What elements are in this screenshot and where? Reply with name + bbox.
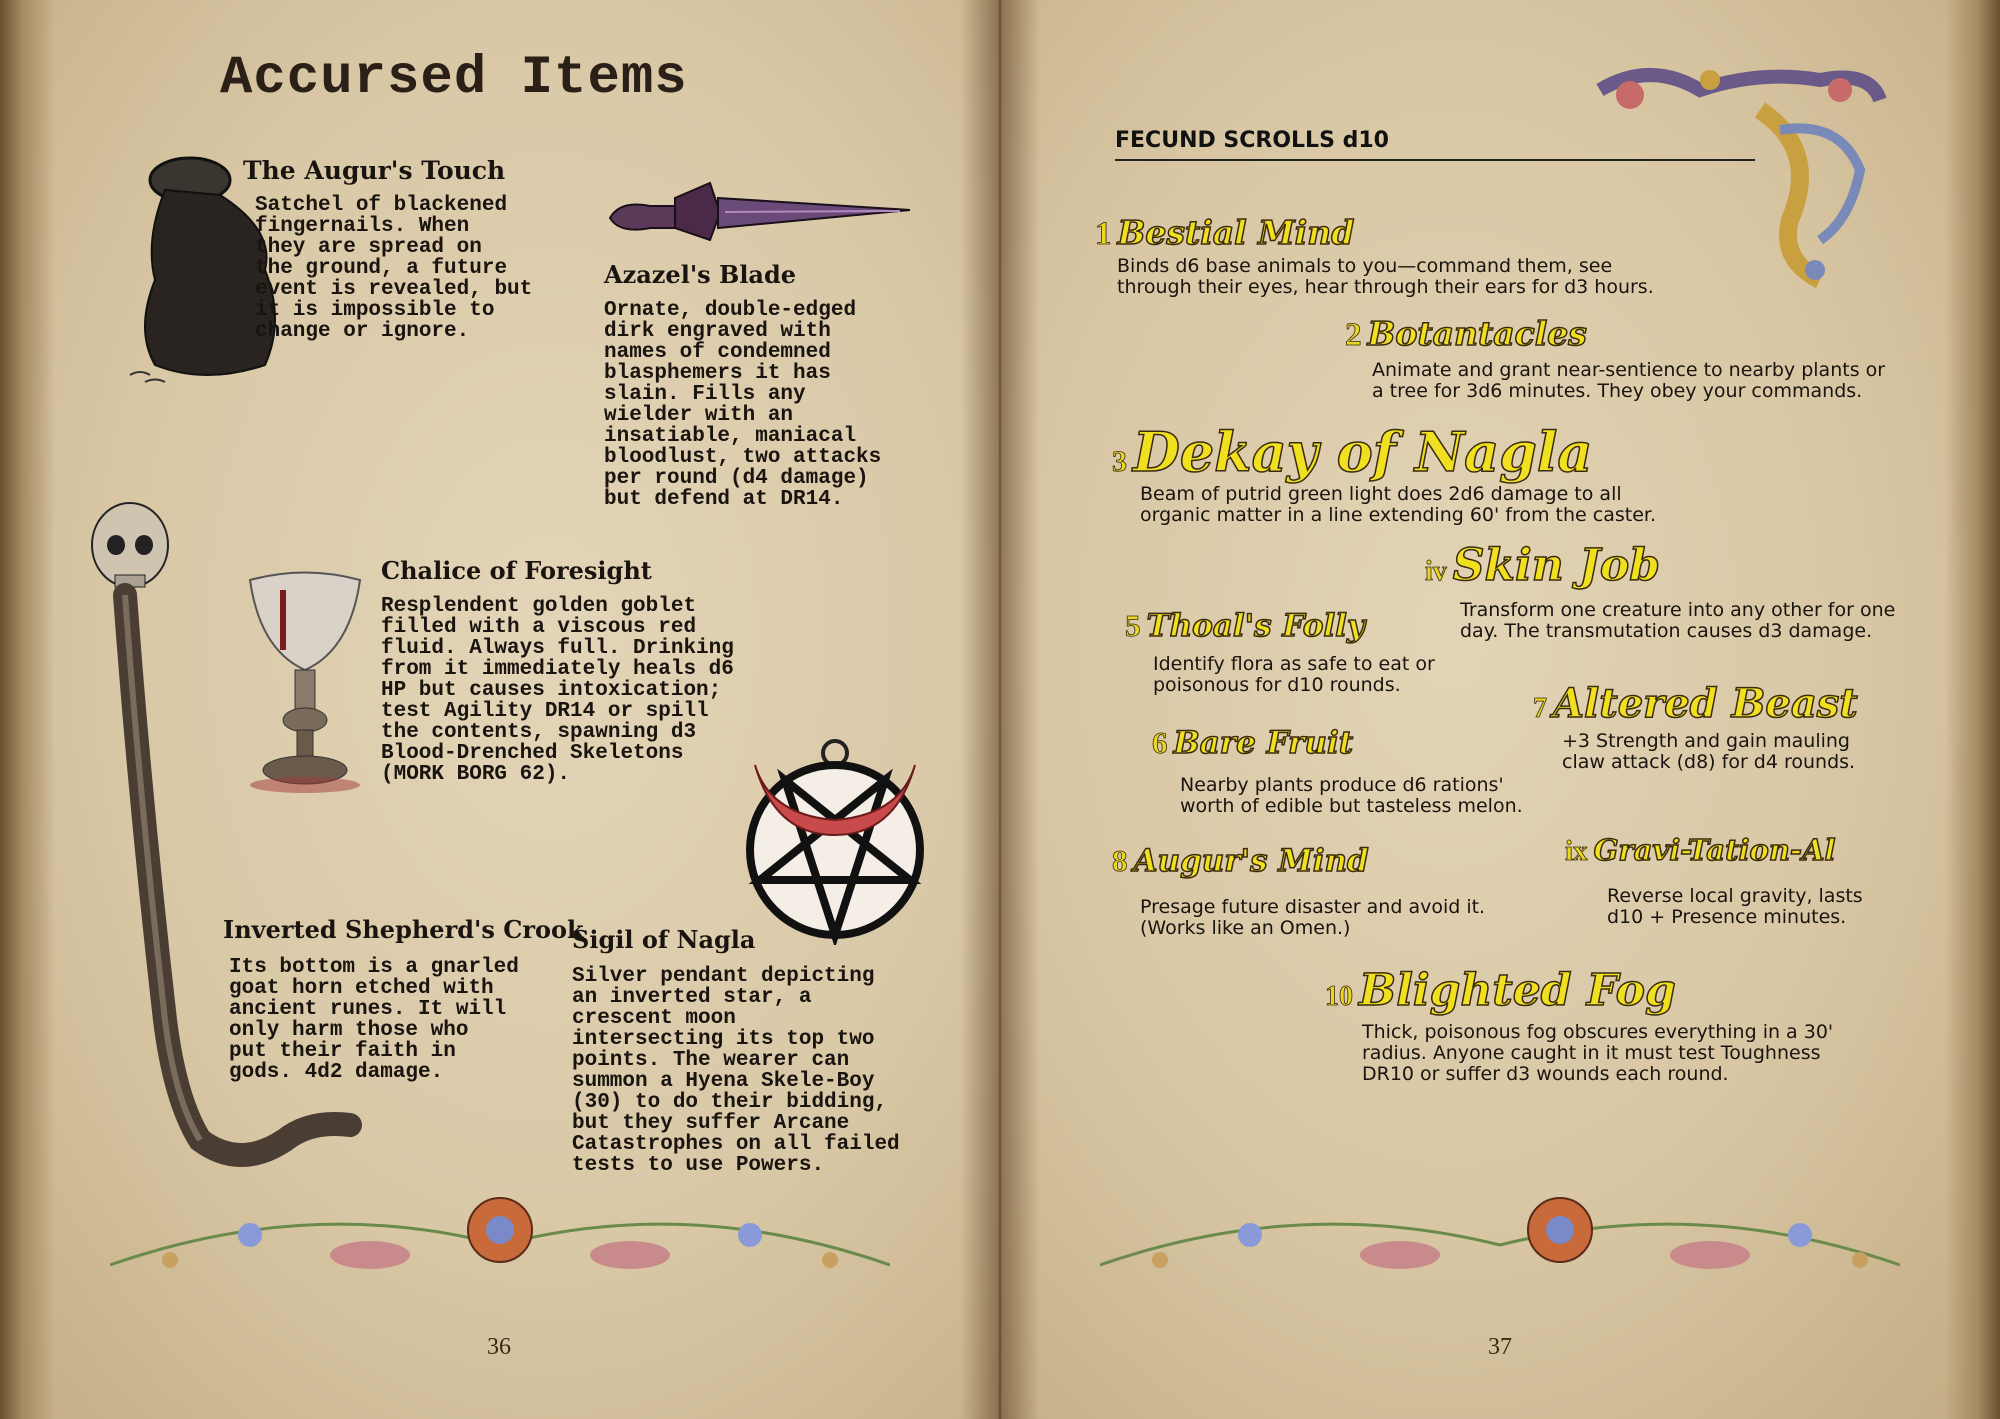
scroll-text-1: Binds d6 base animals to you—command them, see through their eyes, hear through their ears for d3 hours. <box>1117 255 1654 298</box>
chalice-icon <box>245 570 365 810</box>
item-title-crook: Inverted Shepherd's Crook <box>223 915 584 944</box>
scroll-text-7: +3 Strength and gain mauling claw attack (d8) for d4 rounds. <box>1562 730 1856 773</box>
scroll-text-2: Animate and grant near-sentience to nearby plants or a tree for 3d6 minutes. They obey your commands. <box>1372 359 1886 402</box>
pentagram-pendant-icon <box>735 735 935 945</box>
scroll-text-10: Thick, poisonous fog obscures everything in a 30' radius. Anyone caught in it must test Toughness DR10 or suffer d3 wounds each round. <box>1362 1021 1834 1085</box>
scroll-heading-4: iv Skin Job <box>1425 540 1660 591</box>
scroll-text-6: Nearby plants produce d6 rations' worth of edible but tasteless melon. <box>1180 774 1523 817</box>
right-page <box>1000 0 2000 1419</box>
item-text-augurs-touch: Satchel of blackened fingernails. When they are spread on the ground, a future event is revealed, but it is impossible to change or ignore. <box>255 194 533 343</box>
item-title-azazels-blade: Azazel's Blade <box>604 260 797 289</box>
item-text-azazels-blade: Ornate, double-edged dirk engraved with names of condemned blasphemers it has slain. Fills any wielder with an insatiable, maniacal bloodlust, two attacks per round (d4 damage) but defend at DR14. <box>604 299 882 511</box>
page-number: 37 <box>1488 1334 1512 1360</box>
scroll-heading-5: 5 Thoal's Folly <box>1125 608 1365 644</box>
scroll-heading-10: 10 Blighted Fog <box>1325 965 1676 1016</box>
floral-border-ornament <box>1100 1175 1900 1295</box>
page-edge <box>0 0 55 1419</box>
scroll-heading-3: 3 Dekay of Nagla <box>1112 420 1593 484</box>
scroll-heading-1: 1 Bestial Mind <box>1095 213 1355 252</box>
scroll-heading-8: 8 Augur's Mind <box>1112 843 1369 879</box>
section-rule <box>1115 159 1755 161</box>
floral-border-ornament <box>110 1175 890 1295</box>
scroll-heading-2: 2 Botantacles <box>1345 314 1587 353</box>
item-text-crook: Its bottom is a gnarled goat horn etched with ancient runes. It will only harm those who put their faith in gods. 4d2 damage. <box>229 956 519 1084</box>
scroll-heading-9: ix Gravi-Tation-Al <box>1565 833 1836 867</box>
page-number: 36 <box>487 1334 511 1360</box>
scroll-text-5: Identify flora as safe to eat or poisonous for d10 rounds. <box>1153 653 1435 696</box>
item-text-sigil: Silver pendant depicting an inverted star, a crescent moon intersecting its top two points. The wearer can summon a Hyena Skele-Boy (30) to do their bidding, but they suffer Arcane Catastrophes on all failed tests to use Powers. <box>572 965 900 1177</box>
item-text-chalice: Resplendent golden goblet filled with a viscous red fluid. Always full. Drinking from it immediately heals d6 HP but causes intoxication; test Agility DR14 or spill the contents, spawning d3 Blood-Drenched Skeletons (MORK BORG 62). <box>381 595 734 786</box>
scroll-text-4: Transform one creature into any other for one day. The transmutation causes d3 damage. <box>1460 599 1896 642</box>
dagger-icon <box>600 168 920 248</box>
item-title-augurs-touch: The Augur's Touch <box>243 156 506 185</box>
page-title: Accursed Items <box>220 48 688 109</box>
scroll-text-9: Reverse local gravity, lasts d10 + Presence minutes. <box>1607 885 1863 928</box>
page-edge <box>1945 0 2000 1419</box>
scroll-text-3: Beam of putrid green light does 2d6 damage to all organic matter in a line extending 60' from the caster. <box>1140 483 1656 526</box>
scroll-heading-7: 7 Altered Beast <box>1533 680 1858 727</box>
item-title-sigil: Sigil of Nagla <box>572 925 756 954</box>
dragon-corner-ornament <box>1590 50 1890 290</box>
item-title-chalice: Chalice of Foresight <box>381 556 652 585</box>
section-title: FECUND SCROLLS d10 <box>1115 128 1389 153</box>
scroll-heading-6: 6 Bare Fruit <box>1152 725 1354 761</box>
scroll-text-8: Presage future disaster and avoid it. (Works like an Omen.) <box>1140 896 1486 939</box>
book-gutter <box>960 0 1040 1419</box>
